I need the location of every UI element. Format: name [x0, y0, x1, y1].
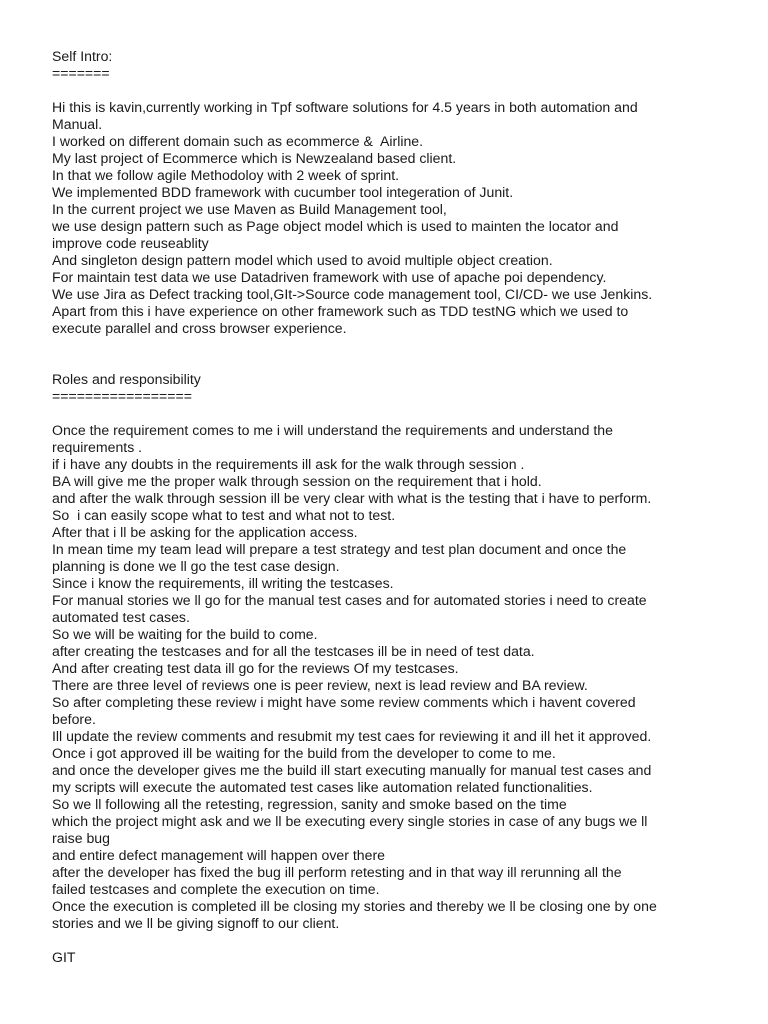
text-line: In mean time my team lead will prepare a test strategy and test plan document and once the: [52, 541, 627, 557]
text-line: Once the requirement comes to me i will understand the requirements and understand the: [52, 422, 613, 438]
spacer: [52, 337, 752, 371]
text-line: Since i know the requirements, ill writing the testcases.: [52, 575, 394, 591]
text-line: In the current project we use Maven as Build Management tool,: [52, 201, 447, 217]
text-line: My last project of Ecommerce which is Newzealand based client.: [52, 150, 457, 166]
text-line: Manual.: [52, 116, 103, 132]
document-page: [52, 48, 752, 966]
roles-underline: =================: [52, 388, 192, 404]
text-line: my scripts will execute the automated test cases like automation related functionalities.: [52, 779, 593, 795]
text-line: execute parallel and cross browser experience.: [52, 320, 347, 336]
text-line: I worked on different domain such as ecommerce & Airline.: [52, 133, 424, 149]
text-line: There are three level of reviews one is peer review, next is lead review and BA review.: [52, 677, 588, 693]
roles-body: [52, 422, 752, 932]
text-line: And after creating test data ill go for the reviews Of my testcases.: [52, 660, 459, 676]
text-line: For manual stories we ll go for the manual test cases and for automated stories i need to create: [52, 592, 647, 608]
text-line: stories and we ll be giving signoff to our client.: [52, 915, 340, 931]
text-line: Apart from this i have experience on other framework such as TDD testNG which we used to: [52, 303, 629, 319]
text-line: and after the walk through session ill be very clear with what is the testing that i have to perform.: [52, 490, 652, 506]
spacer: [52, 932, 752, 949]
text-line: After that i ll be asking for the application access.: [52, 524, 358, 540]
git-heading: GIT: [52, 949, 76, 965]
text-line: And singleton design pattern model which used to avoid multiple object creation.: [52, 252, 553, 268]
text-line: which the project might ask and we ll be executing every single stories in case of any bugs we ll: [52, 813, 648, 829]
text-line: after creating the testcases and for all the testcases ill be in need of test data.: [52, 643, 535, 659]
text-line: failed testcases and complete the execution on time.: [52, 881, 380, 897]
self-intro-heading: Self Intro:: [52, 48, 113, 64]
text-line: Ill update the review comments and resubmit my test caes for reviewing it and ill het it approved.: [52, 728, 652, 744]
text-line: Once the execution is completed ill be closing my stories and thereby we ll be closing one by one: [52, 898, 657, 914]
text-line: we use design pattern such as Page object model which is used to mainten the locator and: [52, 218, 619, 234]
text-line: automated test cases.: [52, 609, 190, 625]
text-line: BA will give me the proper walk through session on the requirement that i hold.: [52, 473, 542, 489]
text-line: planning is done we ll go the test case design.: [52, 558, 340, 574]
text-line: In that we follow agile Methodoloy with 2 week of sprint.: [52, 167, 400, 183]
self-intro-underline: =======: [52, 65, 110, 81]
text-line: improve code reuseablity: [52, 235, 209, 251]
text-line: and once the developer gives me the build ill start executing manually for manual test cases and: [52, 762, 652, 778]
text-line: requirements .: [52, 439, 143, 455]
self-intro-body: [52, 99, 752, 337]
text-line: So i can easily scope what to test and what not to test.: [52, 507, 396, 523]
text-line: So after completing these review i might have some review comments which i havent covered: [52, 694, 636, 710]
text-line: Once i got approved ill be waiting for the build from the developer to come to me.: [52, 745, 556, 761]
text-line: Hi this is kavin,currently working in Tpf software solutions for 4.5 years in both automation and: [52, 99, 638, 115]
text-line: For maintain test data we use Datadriven framework with use of apache poi dependency.: [52, 269, 607, 285]
text-line: before.: [52, 711, 96, 727]
text-line: and entire defect management will happen over there: [52, 847, 385, 863]
text-line: We implemented BDD framework with cucumber tool integeration of Junit.: [52, 184, 514, 200]
spacer: [52, 405, 752, 422]
text-line: We use Jira as Defect tracking tool,GIt->Source code management tool, CI/CD- we use Jenkins.: [52, 286, 653, 302]
text-line: after the developer has fixed the bug ill perform retesting and in that way ill rerunning all the: [52, 864, 622, 880]
spacer: [52, 82, 752, 99]
roles-heading: Roles and responsibility: [52, 371, 201, 387]
text-line: So we will be waiting for the build to come.: [52, 626, 318, 642]
text-line: So we ll following all the retesting, regression, sanity and smoke based on the time: [52, 796, 567, 812]
text-line: if i have any doubts in the requirements ill ask for the walk through session .: [52, 456, 525, 472]
text-line: raise bug: [52, 830, 110, 846]
